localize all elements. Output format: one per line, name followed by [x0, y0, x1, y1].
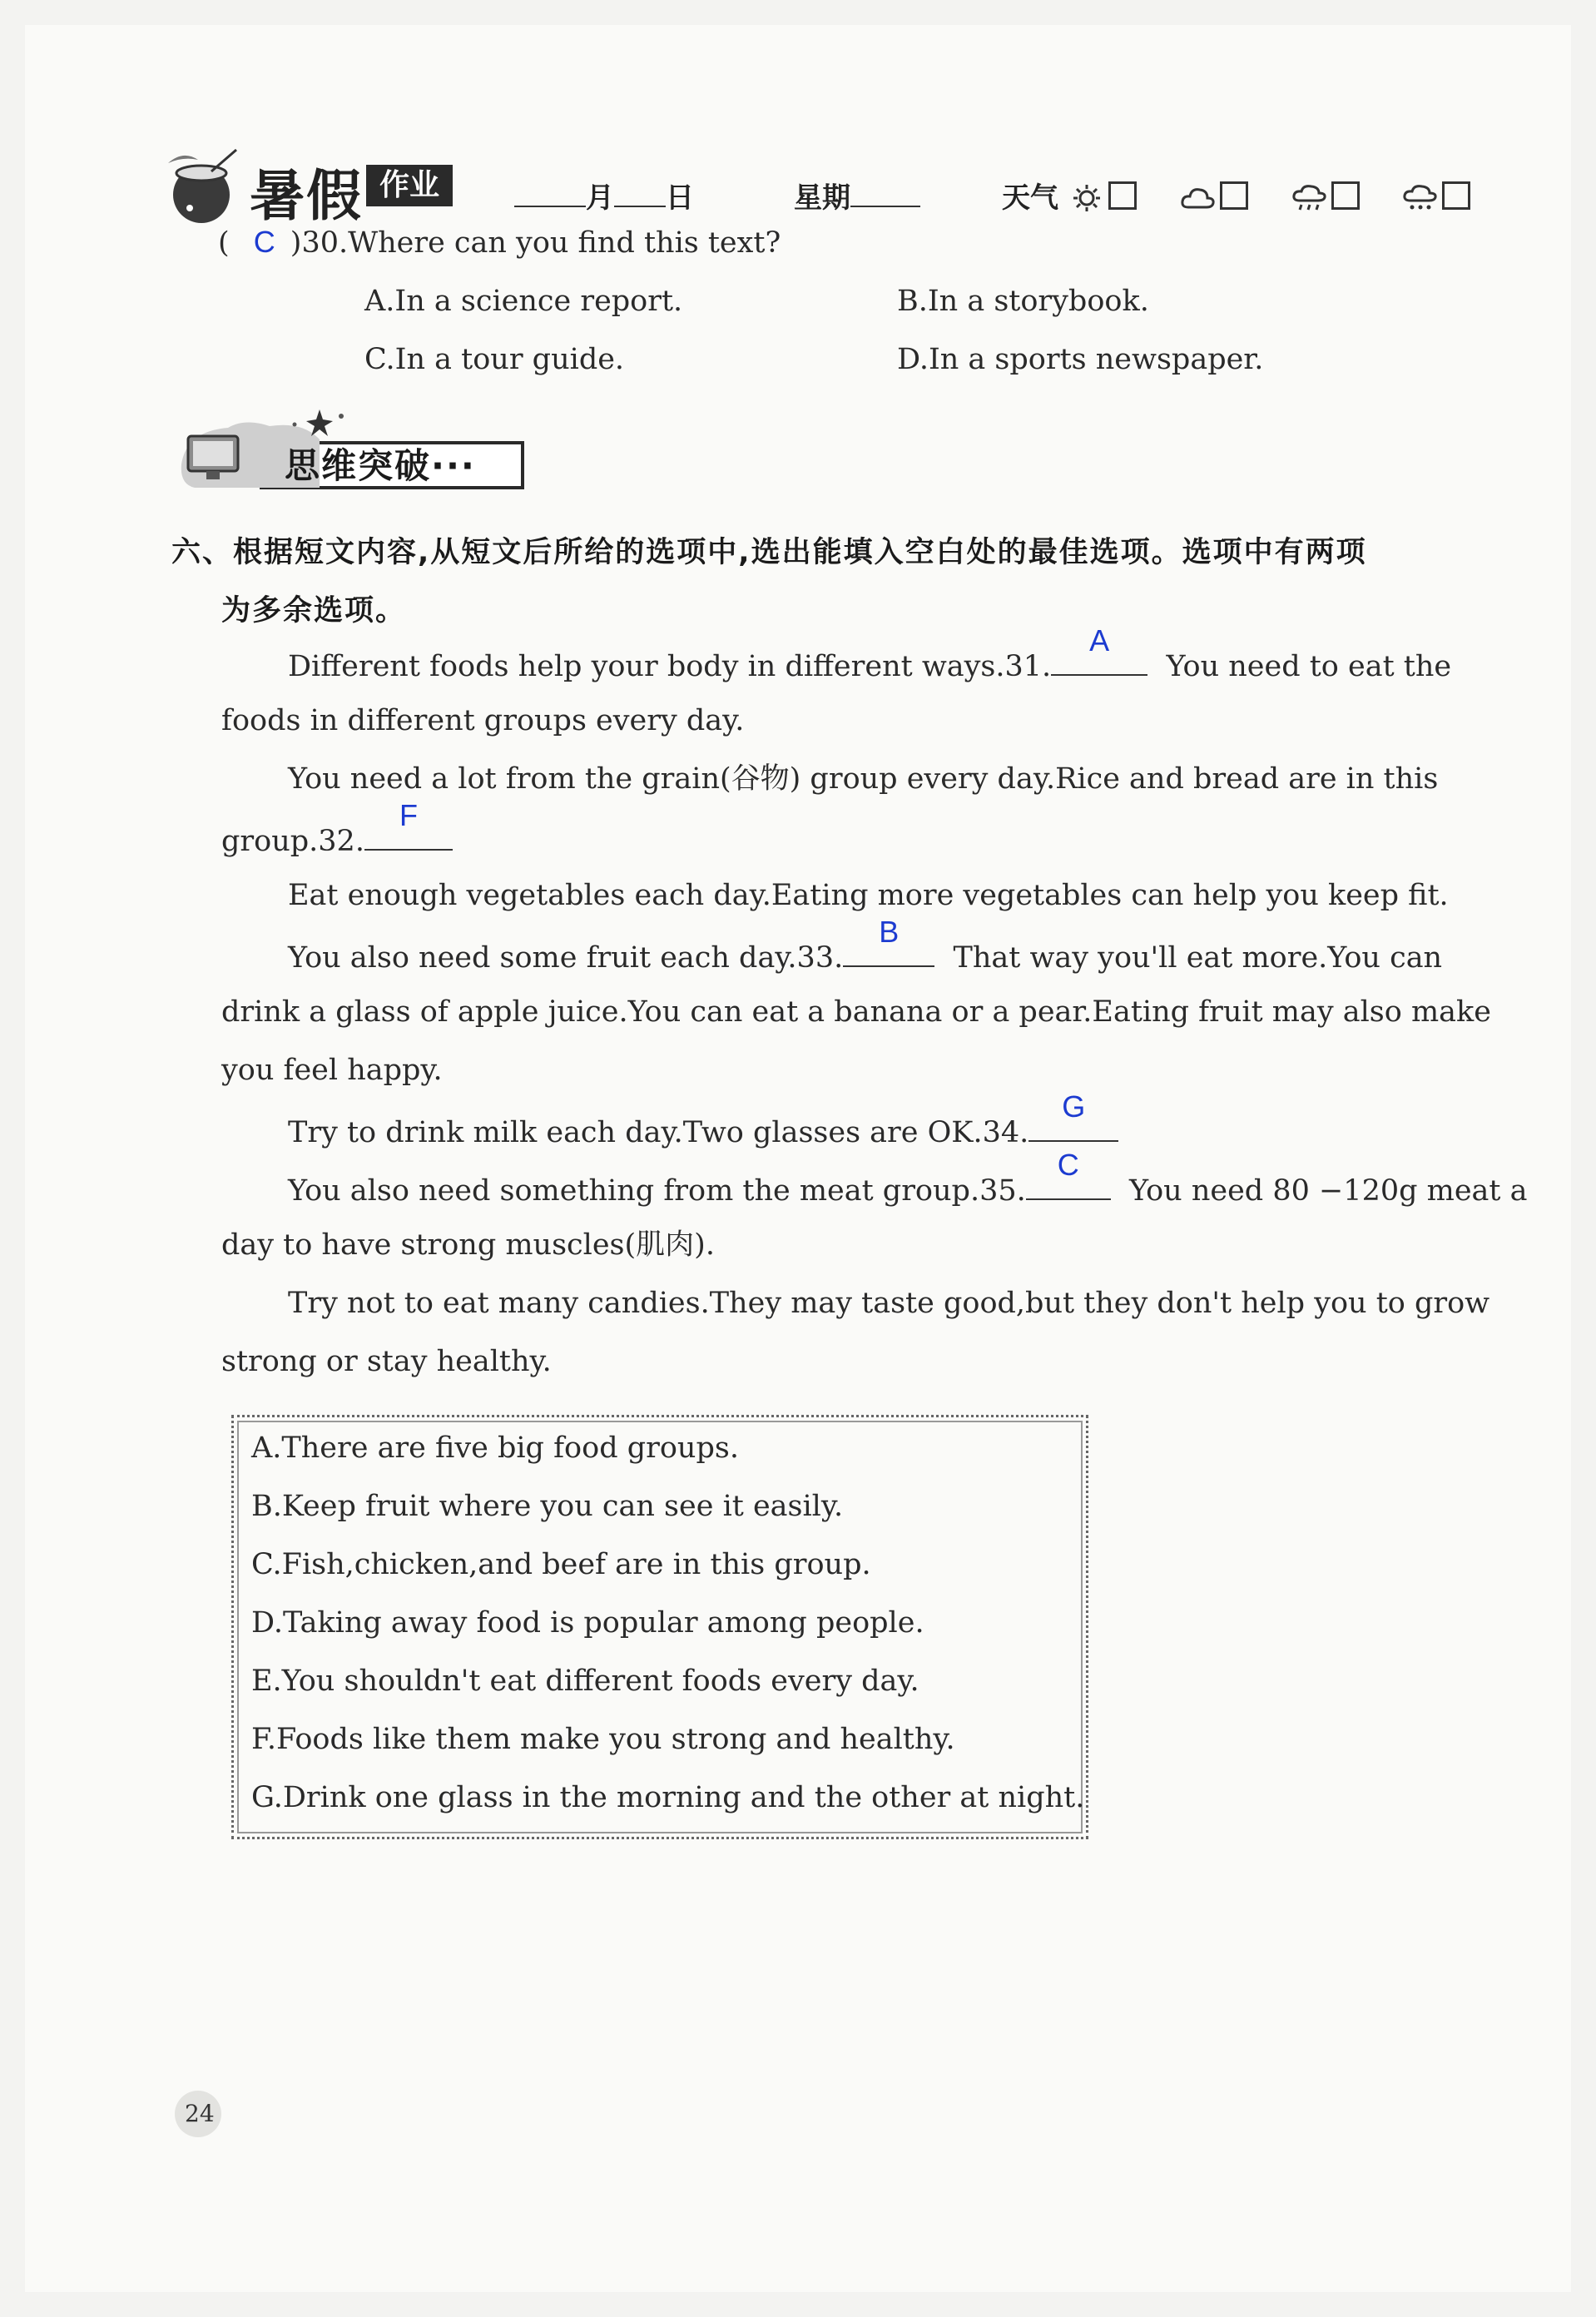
option-f[interactable]: F.Foods like them make you strong and healthy. — [251, 1723, 955, 1756]
month-blank[interactable] — [514, 182, 586, 207]
section-banner-title: 思维突破··· — [285, 445, 476, 486]
passage-p5 — [288, 1089, 1118, 1149]
coconut-icon — [165, 148, 243, 226]
q30-option-a[interactable]: A.In a science report. — [364, 285, 683, 318]
blank-34[interactable] — [1028, 1089, 1118, 1142]
option-a[interactable]: A.There are five big food groups. — [251, 1431, 739, 1465]
option-b[interactable]: B.Keep fruit where you can see it easily. — [251, 1490, 844, 1523]
option-d[interactable]: D.Taking away food is popular among people. — [251, 1606, 924, 1640]
q30-option-b[interactable]: B.In a storybook. — [897, 285, 1149, 318]
p6-text-c: day to have strong muscles(肌肉). — [221, 1228, 715, 1262]
p1-text-b: You need to eat the — [1166, 650, 1452, 683]
p1-text-c: foods in different groups every day. — [221, 704, 745, 737]
answer-32: F — [399, 798, 418, 832]
p2-text-b: group.32. — [221, 825, 364, 858]
blank-32[interactable] — [364, 798, 453, 851]
page-number: 24 — [185, 2100, 215, 2127]
blank-33[interactable] — [843, 915, 934, 967]
snow-icon — [1402, 184, 1439, 212]
weekday-label: 星期 — [794, 181, 850, 215]
q30-paren: ( — [218, 226, 230, 260]
weekday-field — [794, 175, 920, 216]
p4-text-a: You also need some fruit each day.33. — [288, 941, 844, 975]
page — [25, 25, 1571, 2292]
p6-text-b: You need 80 −120g meat a — [1129, 1174, 1528, 1208]
passage-p2-line2 — [221, 798, 453, 858]
p4-text-d: you feel happy. — [221, 1054, 443, 1087]
p1-text-a: Different foods help your body in different ways.31. — [288, 650, 1052, 683]
instructions-line2: 为多余选项。 — [221, 594, 407, 628]
passage-p4-line1 — [288, 915, 1443, 975]
p7-text-a: Try not to eat many candies.They may taste good,but they don't help you to grow — [288, 1287, 1490, 1320]
instructions-line1: 六、根据短文内容,从短文后所给的选项中,选出能填入空白处的最佳选项。选项中有两项 — [171, 536, 1367, 569]
weather-label: 天气 — [1002, 181, 1058, 215]
day-blank[interactable] — [614, 182, 666, 207]
p3-text: Eat enough vegetables each day.Eating more vegetables can help you keep fit. — [288, 879, 1449, 912]
answer-33: B — [879, 915, 900, 949]
option-e[interactable]: E.You shouldn't eat different foods every day. — [251, 1665, 919, 1698]
sun-icon — [1068, 184, 1105, 212]
p4-text-c: drink a glass of apple juice.You can eat a banana or a pear.Eating fruit may also make — [221, 995, 1491, 1029]
brand-title: 暑假 — [250, 164, 363, 228]
brand-badge: 作业 — [366, 165, 453, 206]
option-g[interactable]: G.Drink one glass in the morning and the other at night. — [251, 1781, 1085, 1814]
passage-p6-line1 — [288, 1148, 1528, 1208]
blank-35[interactable] — [1026, 1148, 1111, 1200]
date-field — [514, 175, 694, 216]
weekday-blank[interactable] — [850, 182, 920, 207]
month-label: 月 — [586, 181, 614, 215]
q30-option-c[interactable]: C.In a tour guide. — [364, 343, 625, 376]
rain-icon — [1291, 184, 1328, 212]
p5-text: Try to drink milk each day.Two glasses are OK.34. — [288, 1116, 1029, 1149]
answer-31: A — [1089, 623, 1110, 657]
weather-field — [1002, 175, 1470, 216]
weather-snowy-checkbox[interactable] — [1442, 181, 1470, 210]
p4-text-b: That way you'll eat more.You can — [953, 941, 1443, 975]
p2-text-a: You need a lot from the grain(谷物) group every day.Rice and bread are in this — [288, 762, 1439, 796]
cloud-icon — [1180, 184, 1217, 212]
passage-p1-line1 — [288, 623, 1452, 683]
q30-stem: )30.Where can you find this text? — [290, 226, 781, 260]
answer-35: C — [1057, 1148, 1079, 1182]
weather-cloudy-checkbox[interactable] — [1220, 181, 1248, 210]
q30-answer[interactable]: C — [253, 225, 275, 259]
answer-34: G — [1062, 1089, 1086, 1124]
blank-31[interactable] — [1051, 623, 1147, 676]
weather-sunny-checkbox[interactable] — [1108, 181, 1137, 210]
q30-option-d[interactable]: D.In a sports newspaper. — [897, 343, 1264, 376]
p7-text-b: strong or stay healthy. — [221, 1345, 552, 1378]
question-30 — [218, 225, 781, 260]
weather-rainy-checkbox[interactable] — [1331, 181, 1360, 210]
day-label: 日 — [666, 181, 694, 215]
p6-text-a: You also need something from the meat group.35. — [288, 1174, 1026, 1208]
option-c[interactable]: C.Fish,chicken,and beef are in this group. — [251, 1548, 871, 1581]
